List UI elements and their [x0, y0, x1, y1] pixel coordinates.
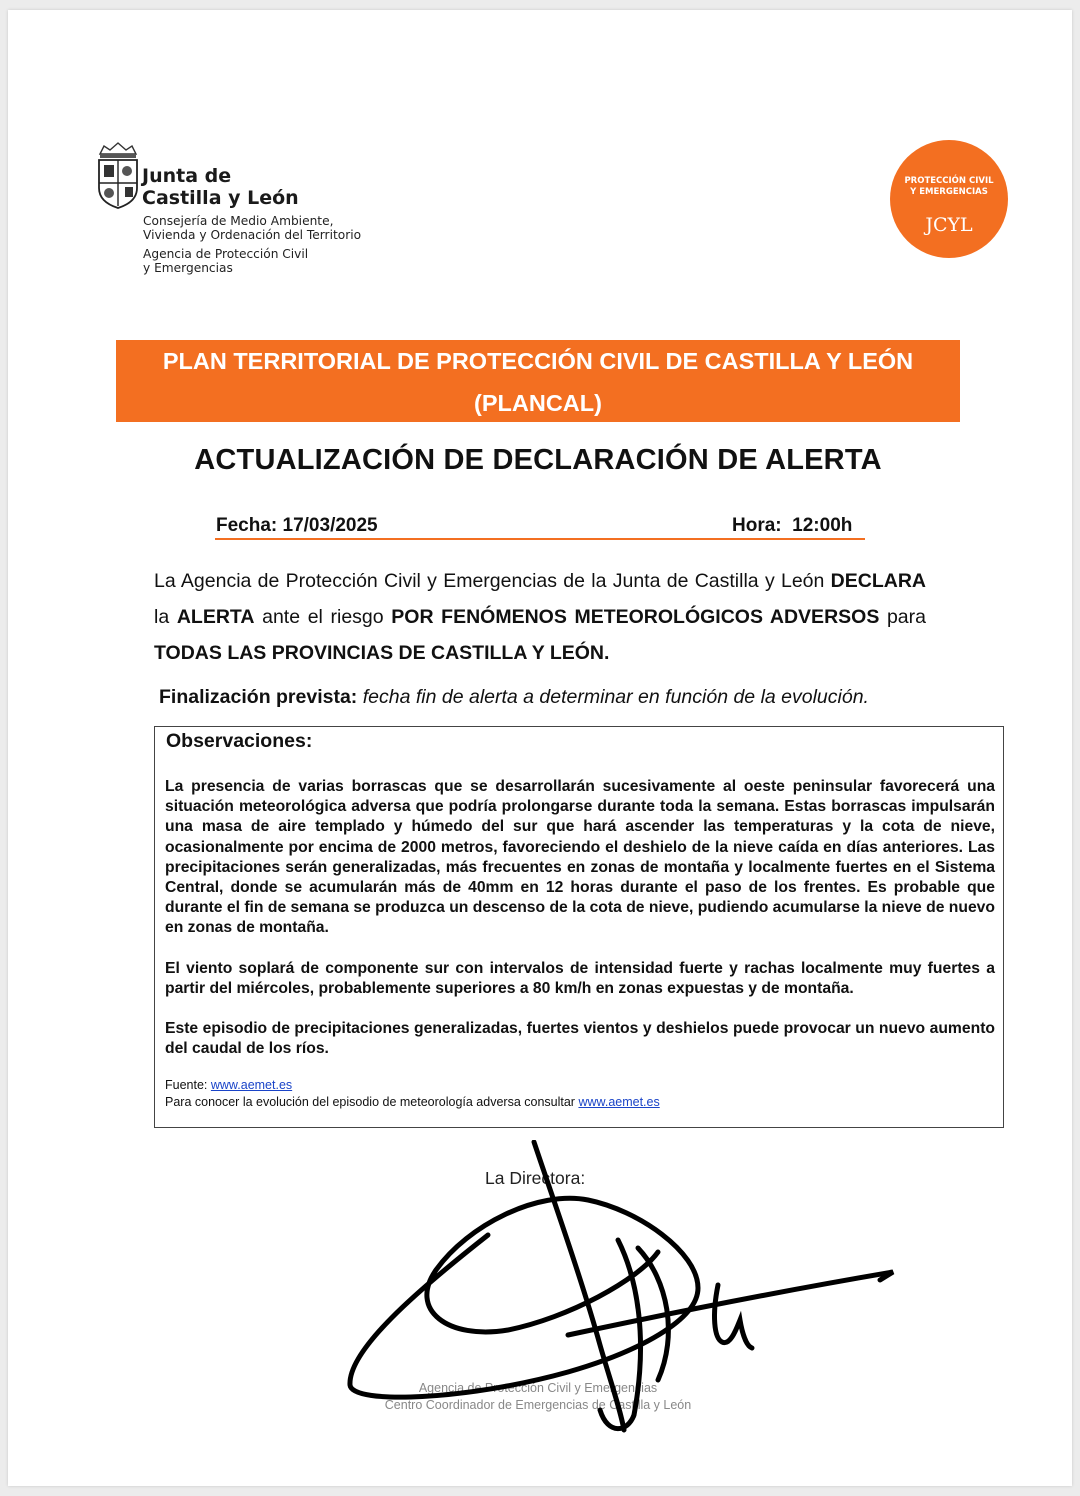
- end-value: fecha fin de alerta a determinar en función de la evolución.: [357, 686, 869, 708]
- stamp-line1: Agencia de Protección Civil y Emergencias: [418, 1381, 658, 1395]
- official-stamp: [308, 1380, 768, 1414]
- declaration-intro: La Agencia de Protección Civil y Emergencias de la Junta de Castilla y León: [154, 570, 825, 592]
- aemet-link[interactable]: www.aemet.es: [210, 1078, 293, 1092]
- observations-box: [154, 726, 1004, 1128]
- affected-area: TODAS LAS PROVINCIAS DE CASTILLA Y LEÓN.: [154, 642, 610, 664]
- end-label: Finalización prevista:: [159, 686, 358, 708]
- department-line2: Vivienda y Ordenación del Territorio: [143, 228, 362, 242]
- stamp-line2: Centro Coordinador de Emergencias de Castilla y León: [384, 1398, 692, 1412]
- department-line1: Consejería de Medio Ambiente,: [143, 214, 334, 228]
- agency: [143, 247, 308, 275]
- risk-type: POR FENÓMENOS METEOROLÓGICOS ADVERSOS: [391, 606, 880, 628]
- date-label: Fecha: 17/03/2025: [216, 515, 378, 536]
- observation-paragraph: Este episodio de precipitaciones generalizadas, fuertes vientos y deshielos puede provocar un nuevo aumento del caudal de los ríos.: [165, 1020, 995, 1058]
- page-title: ACTUALIZACIÓN DE DECLARACIÓN DE ALERTA: [194, 444, 882, 476]
- plan-banner: [116, 340, 960, 422]
- observation-paragraph: La presencia de varias borrascas que se desarrollarán sucesivamente al oeste peninsular favorecerá una situación meteorológica adversa que podría prolongarse durante toda la semana. Estas borrascas impulsarán una masa de aire templado y húmedo del sur que hará ascender las temperaturas y la cota de nieve, ocasionalmente por encima de 2000 metros, favoreciendo el deshielo de la nieve caída en días anteriores. Las precipitaciones serán generalizadas, más frecuentes en zonas de montaña y localmente fuertes en el Sistema Central, donde se acumularán más de 40mm en 12 horas durante el paso de los frentes. Es probable que durante el fin de semana se produzca un descenso de la cota de nieve, pudiendo acumularse la nieve de nuevo en zonas de montaña.: [165, 778, 995, 937]
- consult-line: [165, 1094, 660, 1111]
- observations-title: Observaciones:: [166, 730, 313, 752]
- org-name-line2: Castilla y León: [142, 187, 299, 209]
- source-label: Fuente:: [165, 1078, 211, 1092]
- logo-jcyl: JCYL: [925, 214, 973, 236]
- agency-line1: Agencia de Protección Civil: [143, 247, 309, 261]
- date-underline: [215, 538, 865, 540]
- logo-line1: PROTECCIÓN CIVIL: [904, 176, 994, 186]
- consult-text: Para conocer la evolución del episodio de meteorología adversa consultar: [165, 1095, 579, 1109]
- declaration-paragraph: [154, 563, 926, 671]
- logo-text: [890, 176, 1008, 198]
- org-name-line1: Junta de: [142, 165, 232, 187]
- end-forecast: [159, 686, 869, 709]
- declaration-text: para: [879, 606, 926, 628]
- source-line: [165, 1077, 660, 1094]
- document-page: [8, 10, 1072, 1486]
- signature-label: La Directora:: [485, 1168, 586, 1188]
- aemet-link[interactable]: www.aemet.es: [578, 1095, 660, 1109]
- declara-keyword: DECLARA: [830, 570, 926, 592]
- proteccion-civil-logo: [890, 140, 1008, 258]
- observations-text: [165, 777, 995, 1079]
- agency-line2: y Emergencias: [143, 261, 233, 275]
- banner-line1: PLAN TERRITORIAL DE PROTECCIÓN CIVIL DE CASTILLA Y LEÓN: [162, 348, 914, 374]
- declaration-text: la: [154, 606, 177, 628]
- coat-of-arms-icon: [96, 140, 140, 210]
- observation-paragraph: El viento soplará de componente sur con intervalos de intensidad fuerte y rachas localmente muy fuertes a partir del miércoles, probablemente superiores a 80 km/h en zonas expuestas y de montaña.: [165, 959, 995, 997]
- banner-line2: (PLANCAL): [474, 390, 602, 416]
- source-info: [165, 1077, 660, 1111]
- department: [143, 214, 361, 242]
- org-name: [142, 165, 299, 209]
- declaration-text: ante el riesgo: [254, 606, 392, 628]
- alerta-keyword: ALERTA: [176, 606, 255, 628]
- time-label: Hora: 12:00h: [732, 515, 853, 536]
- logo-line2: Y EMERGENCIAS: [910, 187, 988, 197]
